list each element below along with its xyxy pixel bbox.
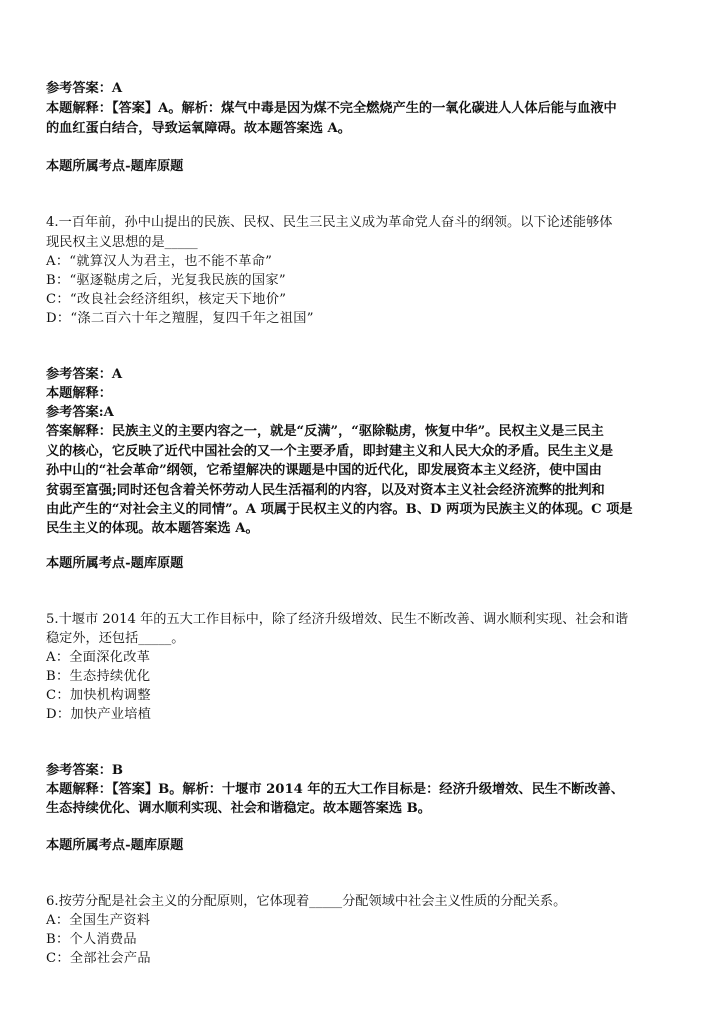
option-b: B：生态持续优化 [46,669,151,684]
question-6-stem: 6.按劳分配是社会主义的分配原则，它体现着_____分配领域中社会主义性质的分配关系。 [46,894,567,909]
source-label: 本题所属考点-题库原题 [46,159,184,174]
option-d: D：“涤二百六十年之羶腥，复四千年之祖国” [46,311,314,326]
option-a: A：全国生产资料 [46,913,151,928]
analysis-line: 答案解释：民族主义的主要内容之一，就是“反满”，“驱除鞑虏，恢复中华”。民权主义是三民主 [46,424,604,439]
analysis-line: 民生主义的体现。故本题答案选 A。 [46,521,259,536]
option-d: D：加快产业培植 [46,707,152,722]
option-a: A：“就算汉人为君主，也不能不革命” [46,254,273,269]
analysis-line: 贫弱至富强;同时还包含着关怀劳动人民生活福利的内容，以及对资本主义社会经济流弊的批判和 [46,483,605,498]
analysis-label: 本题解释： [46,386,112,401]
analysis-line: 的血红蛋白结合，导致运氧障碍。故本题答案选 A。 [46,121,351,136]
option-c: C：“改良社会经济组织，核定天下地价” [46,292,287,307]
answer-line: 参考答案：B [46,763,124,778]
analysis-line: 本题解释：【答案】B。解析：十堰市 2014 年的五大工作目标是：经济升级增效、民生不断改善、 [46,782,624,797]
analysis-line: 生态持续优化、调水顺利实现、社会和谐稳定。故本题答案选 B。 [46,801,431,816]
question-5-stem: 5.十堰市 2014 年的五大工作目标中，除了经济升级增效、民生不断改善、调水顺利实现、社会和谐 [46,612,629,627]
question-4-stem: 4.一百年前，孙中山提出的民族、民权、民生三民主义成为革命党人奋斗的纲领。以下论述能够体 [46,215,613,230]
analysis-line: 本题解释：【答案】A。解析：煤气中毒是因为煤不完全燃烧产生的一氧化碳进人人体后能与血液中 [46,101,617,116]
analysis-line: 孙中山的“社会革命”纲领，它希望解决的课题是中国的近代化，即发展资本主义经济，使中国由 [46,463,602,478]
question-5-stem: 稳定外，还包括_____。 [46,631,185,646]
analysis-line: 义的核心，它反映了近代中国社会的又一个主要矛盾，即封建主义和人民大众的矛盾。民生主义是 [46,444,614,459]
option-c: C：全部社会产品 [46,951,151,966]
source-label: 本题所属考点-题库原题 [46,556,184,571]
option-a: A：全面深化改革 [46,650,151,665]
analysis-line: 由此产生的“对社会主义的同情”。A 项属于民权主义的内容。B、D 两项为民族主义的体现。C 项是 [46,502,633,517]
answer-line: 参考答案：A [46,81,123,96]
option-c: C：加快机构调整 [46,688,151,703]
option-b: B：“驱逐鞑虏之后，光复我民族的国家” [46,273,286,288]
option-b: B：个人消费品 [46,932,137,947]
answer-line: 参考答案:A [46,405,114,420]
answer-line: 参考答案：A [46,367,123,382]
source-label: 本题所属考点-题库原题 [46,838,184,853]
question-4-stem: 现民权主义思想的是_____ [46,235,198,250]
